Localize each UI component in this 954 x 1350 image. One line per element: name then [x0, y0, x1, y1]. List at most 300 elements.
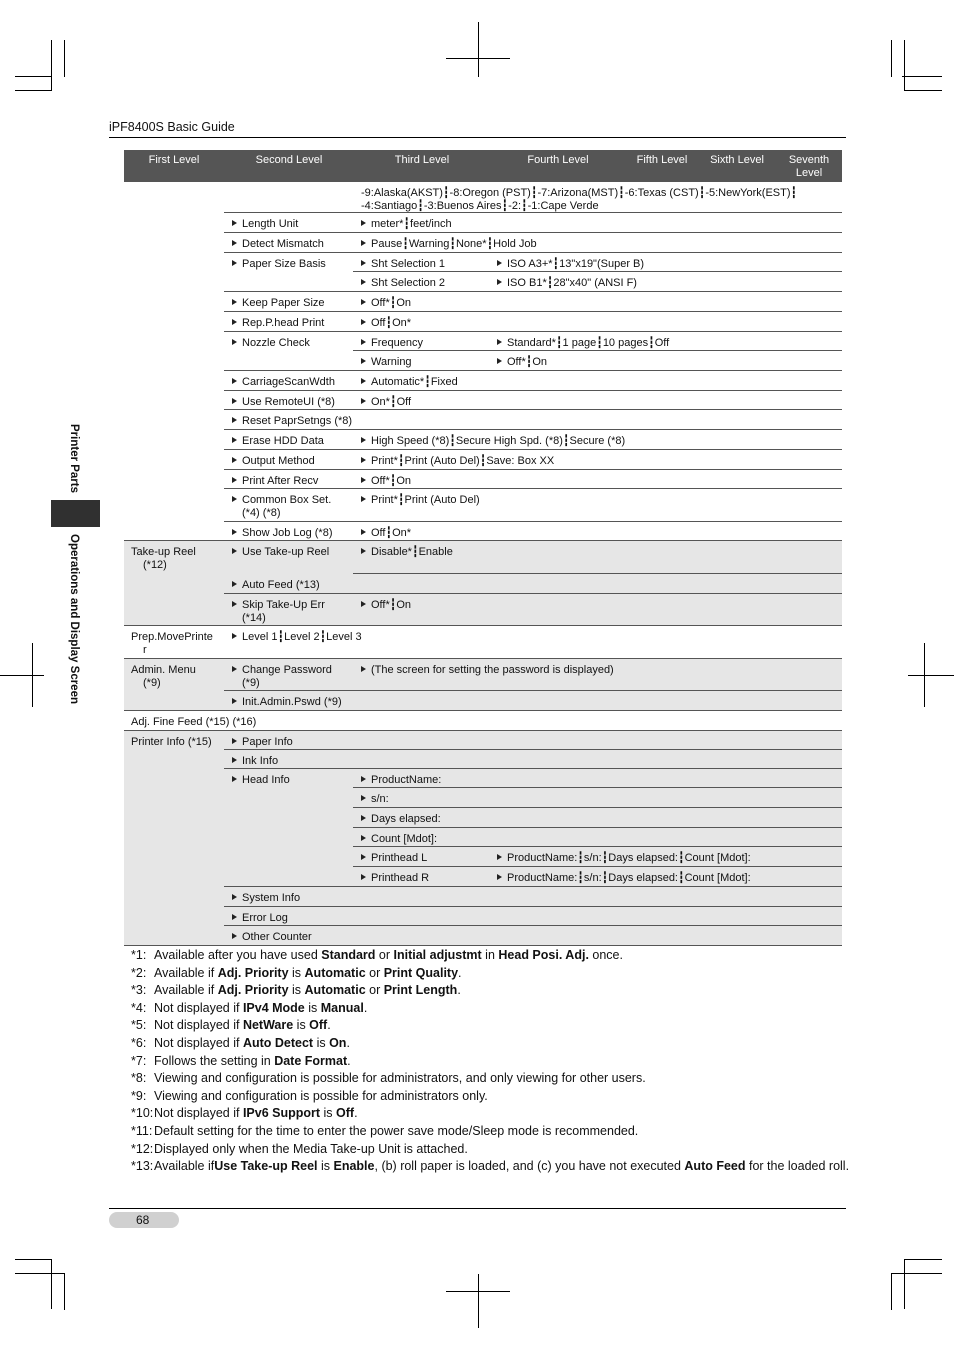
arrow-icon	[361, 240, 366, 246]
cell-text-line2: (*4) (*8)	[242, 507, 281, 519]
footnote-text: is	[317, 1159, 334, 1174]
arrow-icon	[232, 496, 237, 502]
crop-mark	[15, 1259, 52, 1260]
cell-text: Common Box Set.	[242, 494, 332, 506]
footnote-keyword: NetWare	[242, 1018, 294, 1033]
arrow-icon	[497, 279, 502, 285]
cell-text: Off*┇On	[371, 599, 412, 611]
cell-text: Sht Selection 2	[371, 277, 445, 289]
footnote-text: for the loaded roll.	[745, 1159, 850, 1174]
cell-text: ISO B1*┇28"x40" (ANSI F)	[507, 277, 637, 289]
cell-text: CarriageScanWdth	[242, 376, 335, 388]
arrow-icon	[232, 633, 237, 639]
cell-second	[232, 527, 333, 540]
arrow-icon	[232, 757, 237, 763]
table-row	[124, 312, 842, 332]
cell-text: System Info	[242, 892, 301, 904]
side-tab-operations: Operations and Display Screen	[68, 534, 80, 705]
table-row	[124, 926, 842, 946]
arrow-icon	[497, 854, 502, 860]
column-header: Fifth Level	[636, 154, 688, 166]
cell-second	[232, 415, 352, 428]
cell-second	[232, 931, 312, 944]
cell-text: Rep.P.head Print	[242, 317, 325, 329]
cell-text: -9:Alaska(AKST)┇-8:Oregon (PST)┇-7:Arizona(MST)┇-6:Texas (CST)┇-5:NewYork(EST)┇	[361, 187, 798, 199]
table-row	[124, 769, 842, 788]
cell-fourth	[497, 277, 637, 290]
cell-text: Nozzle Check	[242, 337, 310, 349]
arrow-icon	[232, 776, 237, 782]
table-row	[124, 182, 842, 213]
cell-text-line2: (*9)	[242, 677, 260, 689]
table-row	[124, 594, 842, 626]
footnote-text: .	[363, 1000, 368, 1015]
crop-mark	[891, 40, 892, 77]
cell-fourth	[497, 852, 751, 865]
crop-mark	[446, 1291, 510, 1292]
arrow-icon	[361, 260, 366, 266]
crop-mark	[446, 58, 510, 59]
arrow-icon	[232, 398, 237, 404]
crop-mark	[478, 1274, 479, 1328]
footnote-text: in	[481, 948, 499, 962]
arrow-icon	[232, 914, 237, 920]
cell-third	[361, 218, 452, 231]
arrow-icon	[232, 894, 237, 900]
footnote-text: .	[347, 1053, 351, 1068]
cell-third	[361, 317, 411, 330]
crop-mark	[51, 1259, 52, 1309]
table-row	[124, 541, 842, 574]
footnote-keyword: Use Take-up Reel	[214, 1159, 318, 1174]
table-row	[124, 522, 842, 541]
footnote-keyword: Automatic	[304, 983, 366, 998]
cell-text: Paper Info	[242, 736, 293, 748]
arrow-icon	[361, 815, 366, 821]
table-row	[124, 430, 842, 450]
cell-text-line2: (*12)	[143, 559, 167, 571]
cell-second	[232, 435, 324, 448]
footnote-keyword: Adj. Priority	[217, 983, 289, 998]
cell-third	[361, 793, 389, 806]
footnote	[131, 1088, 851, 1106]
arrow-icon	[361, 601, 366, 607]
footnote-keyword: Off	[309, 1018, 328, 1033]
arrow-icon	[361, 279, 366, 285]
cell-text: Print*┇Print (Auto Del)	[371, 494, 480, 506]
cell-text: ProductName:┇s/n:┇Days elapsed:┇Count [Mdot]:	[507, 872, 751, 884]
table-row	[124, 351, 842, 371]
cell-text: Reset PaprSetngs (*8)	[242, 415, 353, 427]
cell-text: s/n:	[371, 793, 389, 805]
footnote-text: is	[288, 965, 305, 980]
footnote-text: is	[293, 1018, 310, 1033]
footnote-keyword: IPv4 Mode	[242, 1000, 305, 1015]
arrow-icon	[361, 477, 366, 483]
footnote-marker: *10:	[131, 1106, 154, 1121]
cell-second	[232, 337, 310, 350]
arrow-icon	[497, 874, 502, 880]
cell-third	[361, 852, 427, 865]
cell-text: Level 1┇Level 2┇Level 3	[242, 631, 362, 643]
cell-second	[232, 579, 320, 592]
cell-text: Paper Size Basis	[242, 258, 326, 270]
header-rule	[109, 137, 846, 138]
arrow-icon	[232, 601, 237, 607]
arrow-icon	[361, 529, 366, 535]
footnote	[131, 1105, 851, 1123]
arrow-icon	[232, 581, 237, 587]
footnote-text: Default setting for the time to enter the power save mode/Sleep mode is recommended.	[154, 1123, 639, 1138]
footnote-marker: *12:	[131, 1141, 154, 1156]
table-row	[124, 272, 842, 292]
footnote-keyword: Standard	[321, 948, 376, 962]
footnote-text: is	[320, 1106, 337, 1121]
table-row	[124, 371, 842, 391]
footnote-keyword: Off	[336, 1106, 355, 1121]
cell-text: Change Password	[242, 664, 332, 676]
cell-text-line2: (*9)	[143, 677, 161, 689]
crop-mark	[904, 1259, 942, 1260]
cell-third	[361, 258, 445, 271]
crop-mark	[904, 90, 942, 91]
cell-second	[232, 376, 335, 389]
footnote-marker: *3:	[131, 983, 147, 998]
table-row	[124, 292, 842, 312]
footnote-text: .	[457, 983, 461, 998]
cell-second	[232, 494, 331, 520]
arrow-icon	[361, 776, 366, 782]
cell-fourth	[497, 258, 644, 271]
cell-text: Detect Mismatch	[242, 238, 324, 250]
cell-text: Off*┇On	[507, 356, 548, 368]
cell-text: Warning	[371, 356, 412, 368]
arrow-icon	[361, 319, 366, 325]
cell-first	[131, 664, 196, 690]
arrow-icon	[497, 339, 502, 345]
footnote	[131, 1053, 851, 1071]
arrow-icon	[232, 240, 237, 246]
cell-third	[361, 356, 412, 369]
cell-text: Auto Feed (*13)	[242, 579, 320, 591]
footnote-marker: *11:	[131, 1123, 153, 1138]
arrow-icon	[232, 299, 237, 305]
footnote-text: Viewing and configuration is possible for administrators, and only viewing for other users.	[154, 1071, 646, 1086]
cell-second	[232, 258, 326, 271]
column-header: Seventh Level	[788, 154, 830, 179]
cell-text: meter*┇feet/inch	[371, 218, 452, 230]
cell-text: Admin. Menu	[131, 664, 196, 676]
cell-text: Count [Mdot]:	[371, 833, 438, 845]
footnotes	[131, 947, 851, 1176]
footnote-text: Follows the setting in	[154, 1053, 275, 1068]
cell-text: Off┇On*	[371, 527, 412, 539]
arrow-icon	[361, 795, 366, 801]
row-separator	[124, 945, 842, 946]
cell-second	[232, 297, 325, 310]
cell-text: Printer Info (*15)	[131, 736, 212, 748]
cell-second	[232, 238, 324, 251]
crop-mark	[924, 643, 925, 707]
footnote-keyword: Enable	[333, 1159, 375, 1174]
cell-text: Erase HDD Data	[242, 435, 324, 447]
footnote-marker: *6:	[131, 1035, 147, 1050]
footnote-text: Not displayed if	[154, 1000, 243, 1015]
cell-third	[361, 187, 797, 213]
table-row	[124, 626, 842, 659]
table-row	[124, 450, 842, 470]
cell-text: Automatic*┇Fixed	[371, 376, 458, 388]
cell-text: ProductName:┇s/n:┇Days elapsed:┇Count [Mdot]:	[507, 852, 751, 864]
footnote-keyword: Automatic	[304, 965, 366, 980]
cell-text: Off*┇On	[371, 297, 412, 309]
arrow-icon	[232, 933, 237, 939]
arrow-icon	[361, 874, 366, 880]
cell-fourth	[497, 356, 547, 369]
footnote	[131, 1017, 851, 1035]
crop-mark	[904, 1259, 905, 1309]
cell-third	[361, 337, 423, 350]
cell-third	[361, 774, 441, 787]
arrow-icon	[361, 437, 366, 443]
arrow-icon	[232, 437, 237, 443]
table-row	[124, 470, 842, 489]
crop-mark	[32, 643, 33, 707]
footnote-text: .	[327, 1018, 331, 1033]
cell-second	[232, 774, 290, 787]
side-tab-marker	[51, 500, 100, 527]
footnote-text: Available if	[154, 1159, 215, 1174]
arrow-icon	[361, 666, 366, 672]
column-header: Third Level	[394, 154, 450, 166]
arrow-icon	[361, 835, 366, 841]
cell-second	[232, 218, 298, 231]
cell-third	[361, 872, 429, 885]
arrow-icon	[361, 854, 366, 860]
footnote-text: or	[365, 965, 384, 980]
cell-text: Disable*┇Enable	[371, 546, 453, 558]
footnote-keyword: Date Format	[274, 1053, 348, 1068]
footnote-marker: *1:	[131, 948, 147, 962]
footnote-text: , (b) roll paper is loaded, and (c) you have not executed	[374, 1159, 685, 1174]
footnote-marker: *9:	[131, 1088, 147, 1103]
footnote-text: is	[288, 983, 305, 998]
footnote-text: Displayed only when the Media Take-up Unit is attached.	[154, 1141, 468, 1156]
cell-text: Prep.MovePrinte	[131, 631, 213, 643]
footnote-text: Available if	[154, 983, 218, 998]
footnote-text: or	[365, 983, 384, 998]
cell-first	[131, 736, 212, 749]
arrow-icon	[232, 529, 237, 535]
cell-text: ISO A3+*┇13"x19"(Super B)	[507, 258, 645, 270]
arrow-icon	[361, 299, 366, 305]
arrow-icon	[497, 358, 502, 364]
cell-text: Off┇On*	[371, 317, 412, 329]
arrow-icon	[361, 378, 366, 384]
arrow-icon	[232, 666, 237, 672]
arrow-icon	[361, 220, 366, 226]
arrow-icon	[232, 457, 237, 463]
cell-first	[131, 546, 196, 572]
footnote-text: Available if	[154, 965, 218, 980]
arrow-icon	[232, 339, 237, 345]
cell-first	[131, 631, 213, 657]
cell-text: Output Method	[242, 455, 315, 467]
cell-second	[232, 599, 325, 625]
cell-text: Other Counter	[242, 931, 312, 943]
table-row	[124, 731, 842, 750]
table-row	[124, 691, 842, 711]
cell-second	[232, 396, 335, 409]
table-row	[124, 867, 842, 887]
cell-text-line2: -4:Santiago┇-3:Buenos Aires┇-2:┇-1:Cape Verde	[361, 200, 599, 212]
table-row	[124, 887, 842, 907]
cell-third	[361, 546, 453, 559]
table-row	[124, 213, 842, 233]
table-row	[124, 847, 842, 867]
cell-text: (The screen for setting the password is displayed)	[371, 664, 614, 676]
cell-text: Keep Paper Size	[242, 297, 325, 309]
footnote	[131, 1035, 851, 1053]
cell-second	[232, 696, 342, 709]
table-row	[124, 391, 842, 410]
footnote	[131, 965, 851, 983]
column-header: Second Level	[255, 154, 323, 166]
footnote-marker: *8:	[131, 1071, 147, 1086]
cell-text: Init.Admin.Pswd (*9)	[242, 696, 342, 708]
table-row	[124, 574, 842, 594]
crop-mark	[15, 1273, 65, 1274]
footnote-text: .	[354, 1106, 358, 1121]
footnote-text: .	[346, 1035, 350, 1050]
arrow-icon	[232, 378, 237, 384]
footnote-marker: *7:	[131, 1053, 147, 1068]
footnote-marker: *13:	[131, 1159, 154, 1174]
cell-text: Use RemoteUI (*8)	[242, 396, 335, 408]
cell-second	[232, 546, 329, 559]
table-row	[124, 253, 842, 272]
footnote-keyword: Print Quality	[383, 965, 459, 980]
footnote-keyword: On	[329, 1035, 347, 1050]
arrow-icon	[232, 548, 237, 554]
cell-third	[361, 376, 458, 389]
footnote-text: Available after you have used	[154, 948, 322, 962]
arrow-icon	[361, 548, 366, 554]
cell-fourth	[497, 337, 669, 350]
arrow-icon	[361, 339, 366, 345]
arrow-icon	[232, 260, 237, 266]
cell-second	[232, 664, 332, 690]
footnote-keyword: IPv6 Support	[242, 1106, 321, 1121]
table-header	[124, 150, 842, 182]
footnote-keyword: Auto Detect	[242, 1035, 314, 1050]
table-row	[124, 828, 842, 847]
cell-third	[361, 238, 537, 251]
cell-third	[361, 527, 411, 540]
cell-second	[232, 475, 318, 488]
arrow-icon	[232, 220, 237, 226]
arrow-icon	[361, 496, 366, 502]
crop-mark	[15, 90, 52, 91]
table-row	[124, 907, 842, 926]
side-tab-printer-parts: Printer Parts	[68, 424, 80, 494]
arrow-icon	[361, 457, 366, 463]
column-header: Fourth Level	[527, 154, 589, 166]
arrow-icon	[232, 417, 237, 423]
crop-mark	[908, 675, 954, 676]
cell-third	[361, 435, 625, 448]
cell-text: Head Info	[242, 774, 290, 786]
cell-third	[361, 455, 554, 468]
cell-text: Error Log	[242, 912, 288, 924]
cell-text: Standard*┇1 page┇10 pages┇Off	[507, 337, 670, 349]
cell-first	[131, 716, 256, 729]
cell-third	[361, 396, 411, 409]
document-title: iPF8400S Basic Guide	[109, 120, 235, 134]
cell-text: Frequency	[371, 337, 423, 349]
cell-text: Skip Take-Up Err	[242, 599, 325, 611]
footnote-keyword: Print Length	[383, 983, 458, 998]
table-row	[124, 788, 842, 808]
table-row	[124, 750, 842, 769]
cell-second	[232, 755, 278, 768]
crop-mark	[478, 22, 479, 77]
footnote-text: is	[304, 1000, 321, 1015]
footnote-text: Not displayed if	[154, 1035, 243, 1050]
cell-third	[361, 599, 411, 612]
cell-third	[361, 833, 437, 846]
arrow-icon	[232, 319, 237, 325]
cell-text-line2: r	[143, 644, 147, 656]
table-row	[124, 332, 842, 351]
crop-mark	[15, 76, 52, 77]
cell-second	[232, 631, 362, 644]
crop-mark	[51, 40, 52, 90]
footnote-marker: *4:	[131, 1000, 147, 1015]
footnote-keyword: Initial adjustmt	[393, 948, 482, 962]
footnote-marker: *2:	[131, 965, 147, 980]
arrow-icon	[361, 398, 366, 404]
column-header: First Level	[148, 154, 200, 166]
crop-mark	[902, 76, 942, 77]
table-row	[124, 711, 842, 731]
footnote-keyword: Manual	[320, 1000, 364, 1015]
cell-third	[361, 297, 411, 310]
cell-text: Use Take-up Reel	[242, 546, 330, 558]
footnote	[131, 1000, 851, 1018]
footnote-keyword: Adj. Priority	[217, 965, 289, 980]
footnote	[131, 1070, 851, 1088]
footer-rule	[109, 1208, 846, 1209]
cell-text: Printhead L	[371, 852, 428, 864]
crop-mark	[0, 675, 44, 676]
arrow-icon	[232, 477, 237, 483]
crop-mark	[64, 40, 65, 77]
cell-text: Ink Info	[242, 755, 279, 767]
cell-third	[361, 277, 445, 290]
cell-text: Pause┇Warning┇None*┇Hold Job	[371, 238, 537, 250]
cell-third	[361, 475, 411, 488]
page-number: 68	[109, 1212, 179, 1228]
column-header: Sixth Level	[710, 154, 764, 166]
arrow-icon	[361, 358, 366, 364]
footnote-text: .	[458, 965, 462, 980]
cell-second	[232, 455, 315, 468]
cell-text: Print*┇Print (Auto Del)┇Save: Box XX	[371, 455, 555, 467]
crop-mark	[891, 1273, 892, 1310]
footnote-text: or	[375, 948, 394, 962]
cell-text: On*┇Off	[371, 396, 412, 408]
